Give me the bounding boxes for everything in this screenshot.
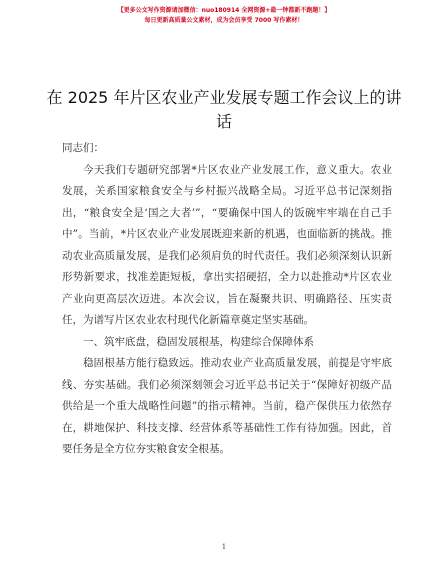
- promo-banner: [0, 6, 448, 26]
- page-number: 1: [221, 543, 227, 551]
- promo-line-1: 【更多公文写作资源请加微信：nuo180914 全网资源+最一钟都新不跑题！】: [117, 7, 331, 14]
- paragraph-section-1: 稳固根基方能行稳致远。推动农业产业高质量发展，前提是守牢底线、夯实基础。我们必须深刻领会习近平总书记关于“保障好初级产品供给是一个重大战略性问题”的指示精神。当前，稳产保供压力依然存在，耕地保护、科技支撑、经营体系等基础性工作有待加强。因此，首要任务是全方位夯实粮食安全根基。: [62, 357, 392, 455]
- section-heading-1: 一、筑牢底盘，稳固发展根基，构建综合保障体系: [83, 335, 314, 348]
- salutation: 同志们：: [62, 142, 104, 154]
- document-body: [62, 138, 392, 461]
- document-title: 在 2025 年片区农业产业发展专题工作会议上的讲话: [46, 88, 402, 131]
- paragraph-intro: 今天我们专题研究部署*片区农业产业发展工作，意义重大。农业发展，关系国家粮食安全与乡村振兴战略全局。习近平总书记深刻指出，“粮食安全是‘国之大者’”，“要确保中国人的饭碗牢牢端在自己手中”。当前，*片区农业产业发展既迎来新的机遇，也面临新的挑战。推动农业高质量发展，是我们必须肩负的时代责任。我们必须深刻认识新形势新要求，找准差距短板，拿出实招硬招，全力以赴推动*片区农业产业向更高层次迈进。本次会议，旨在凝聚共识、明确路径、压实责任，为谱写片区农业农村现代化新篇章奠定坚实基础。: [62, 163, 392, 326]
- promo-line-2: 每日更新高质量公文素材，成为会员享受 7000 写作素材！: [144, 17, 304, 24]
